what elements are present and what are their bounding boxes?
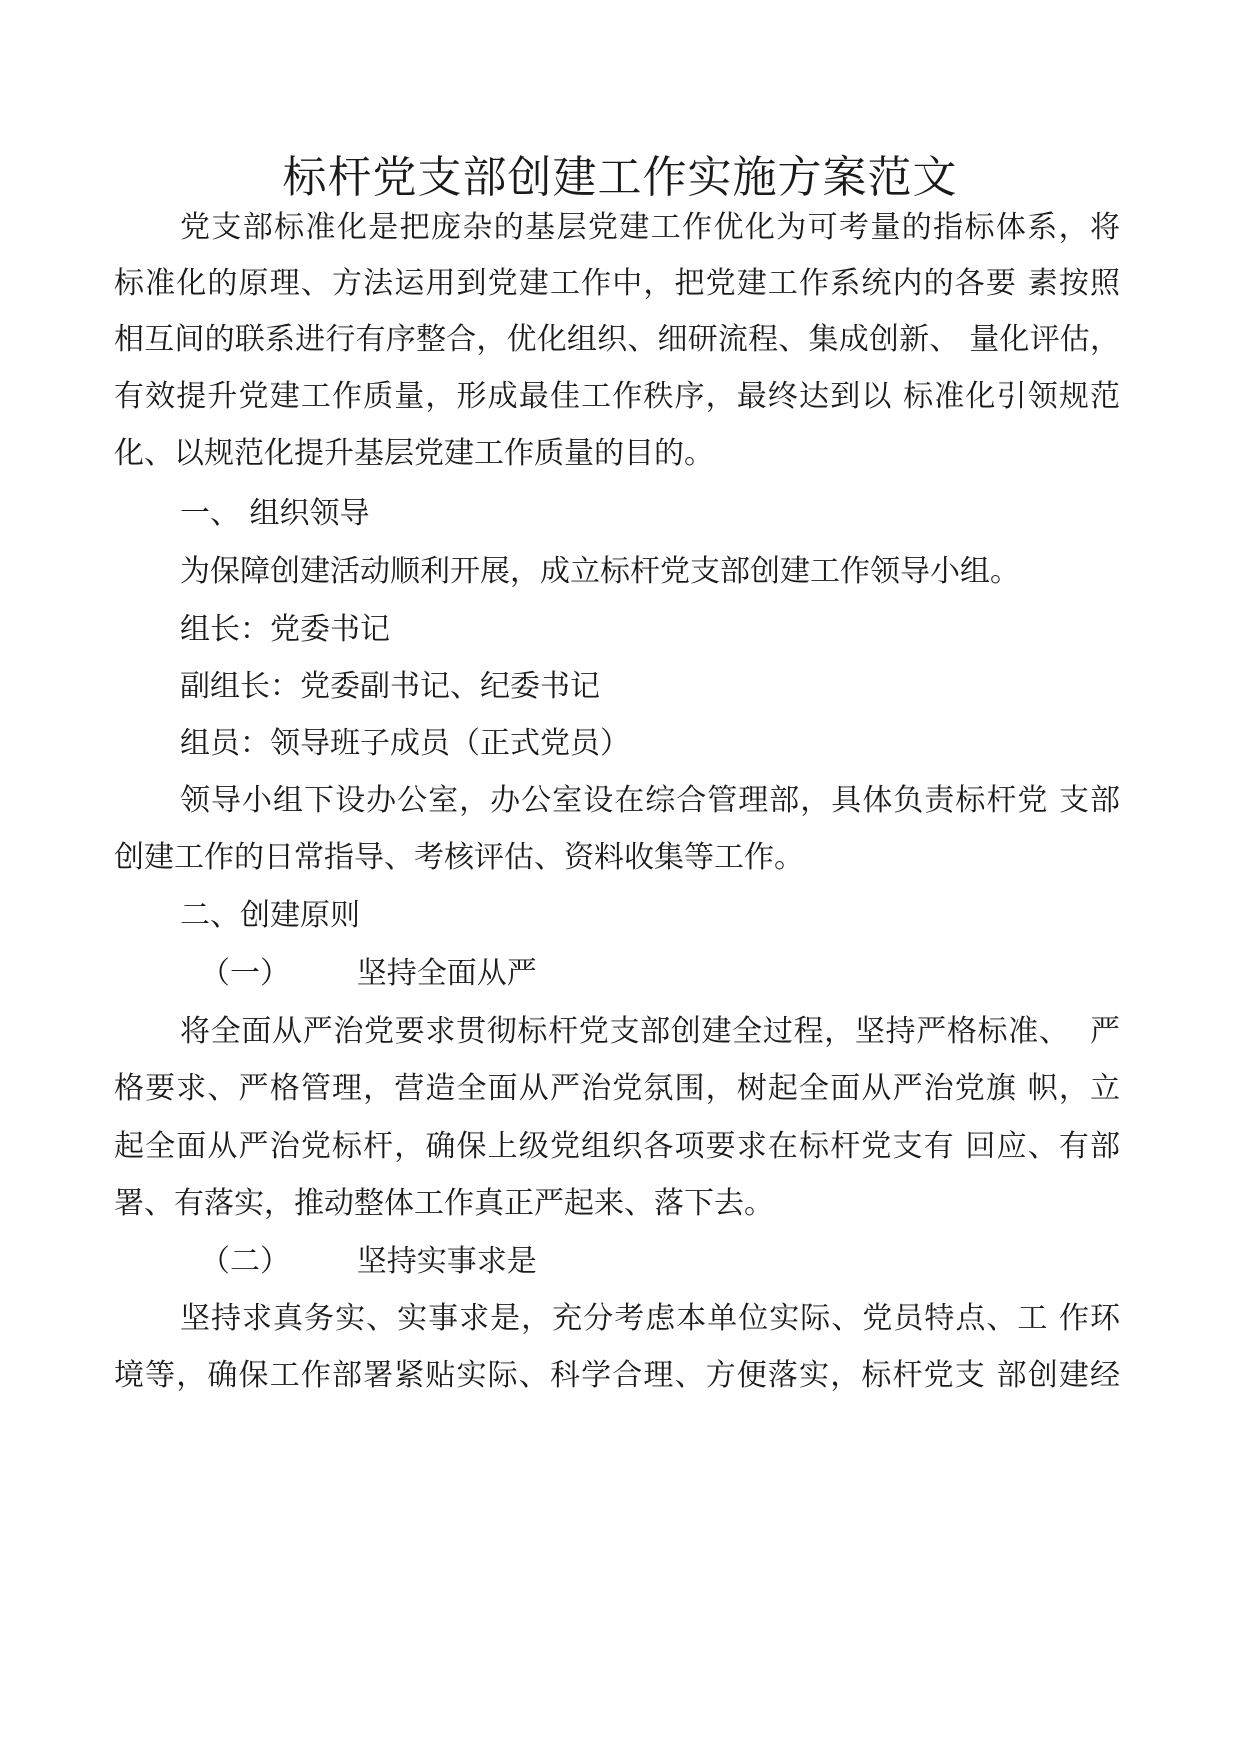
paragraph-line: 有效提升党建工作质量，形成最佳工作秩序，最终达到以 标准化引领规范 <box>114 379 1120 414</box>
paragraph-line: 起全面从严治党标杆，确保上级党组织各项要求在标杆党支有 回应、有部 <box>114 1129 1120 1164</box>
paragraph-line: 创建工作的日常指导、考核评估、资料收集等工作。 <box>114 840 804 875</box>
section-heading: 一、 组织领导 <box>180 496 370 531</box>
subsection-heading: （一） 坚持全面从严 <box>200 956 537 991</box>
paragraph-line: 组员：领导班子成员（正式党员） <box>180 726 630 761</box>
paragraph-line: 境等，确保工作部署紧贴实际、科学合理、方便落实，标杆党支 部创建经 <box>114 1358 1120 1393</box>
paragraph-line: 为保障创建活动顺利开展，成立标杆党支部创建工作领导小组。 <box>180 554 1020 589</box>
paragraph-line: 将全面从严治党要求贯彻标杆党支部创建全过程，坚持严格标准、 严 <box>180 1014 1120 1049</box>
paragraph-line: 党支部标准化是把庞杂的基层党建工作优化为可考量的指标体系，将 <box>180 210 1120 245</box>
subsection-heading: （二） 坚持实事求是 <box>200 1244 537 1279</box>
section-heading: 二、创建原则 <box>180 898 360 933</box>
paragraph-line: 副组长：党委副书记、纪委书记 <box>180 669 600 704</box>
paragraph-line: 相互间的联系进行有序整合，优化组织、细研流程、集成创新、 量化评估， <box>114 322 1120 357</box>
paragraph-line: 署、有落实，推动整体工作真正严起来、落下去。 <box>114 1186 774 1221</box>
paragraph-line: 领导小组下设办公室，办公室设在综合管理部，具体负责标杆党 支部 <box>180 783 1120 818</box>
paragraph-line: 格要求、严格管理，营造全面从严治党氛围，树起全面从严治党旗 帜，立 <box>114 1071 1120 1106</box>
paragraph-line: 标准化的原理、方法运用到党建工作中，把党建工作系统内的各要 素按照 <box>114 266 1120 301</box>
paragraph-line: 坚持求真务实、实事求是，充分考虑本单位实际、党员特点、工 作环 <box>180 1301 1120 1336</box>
document-title: 标杆党支部创建工作实施方案范文 <box>282 152 958 203</box>
paragraph-line: 化、以规范化提升基层党建工作质量的目的。 <box>114 436 714 471</box>
paragraph-line: 组长：党委书记 <box>180 612 390 647</box>
